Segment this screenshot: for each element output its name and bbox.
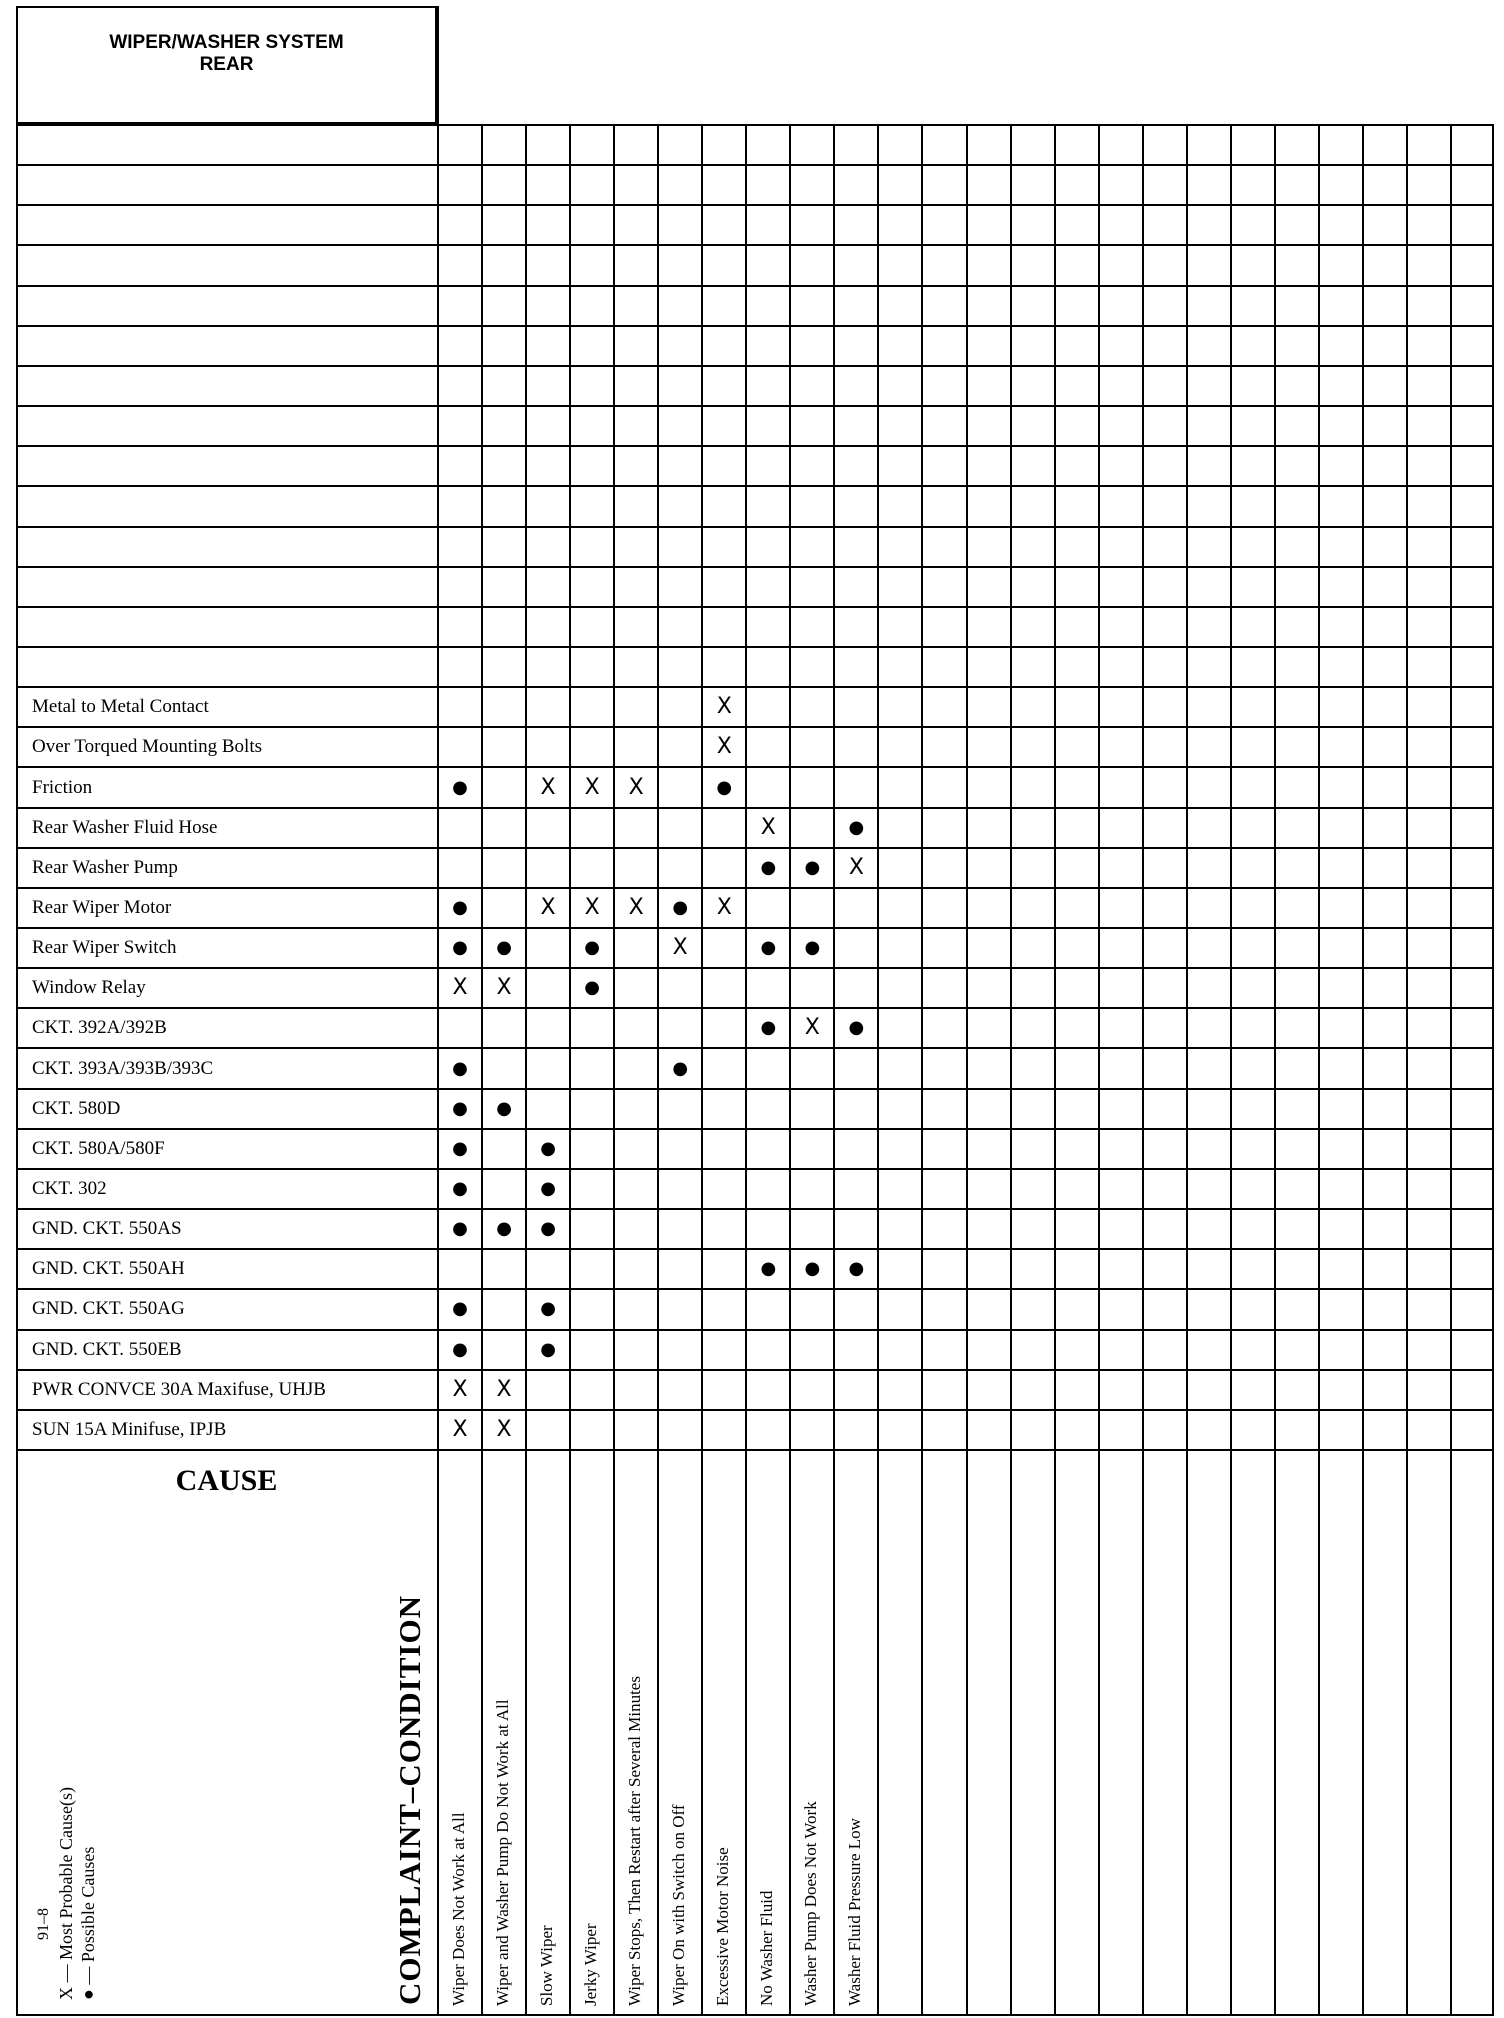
row-divider (16, 1409, 1494, 1411)
row-divider (16, 1449, 1494, 1451)
row-divider (16, 204, 1494, 206)
most-probable-mark: X (452, 975, 468, 1001)
cause-label: CKT. 580D (32, 1097, 121, 1119)
row-divider (16, 244, 1494, 246)
possible-cause-mark: ● (672, 1057, 689, 1079)
most-probable-mark: X (452, 1376, 468, 1402)
row-divider (16, 887, 1494, 889)
column-divider (1362, 124, 1364, 2016)
most-probable-mark: X (496, 1416, 512, 1442)
cause-label: Metal to Metal Contact (32, 696, 209, 718)
possible-cause-mark: ● (540, 1218, 556, 1240)
complaint-label: Excessive Motor Noise (713, 1847, 733, 2006)
column-divider (1186, 124, 1188, 2016)
column-divider (1098, 124, 1100, 2016)
most-probable-mark: X (672, 935, 688, 961)
complaint-label: Slow Wiper (537, 1925, 557, 2006)
possible-cause-mark: ● (760, 856, 777, 878)
possible-cause-mark: ● (452, 1338, 468, 1360)
possible-cause-mark: ● (496, 937, 512, 959)
column-divider (1406, 124, 1408, 2016)
cause-label: Rear Washer Pump (32, 856, 178, 878)
possible-cause-mark: ● (452, 1097, 468, 1119)
cause-label: CKT. 302 (32, 1178, 107, 1199)
cause-label: CKT. 392A/392B (32, 1017, 167, 1039)
cause-label: GND. CKT. 550AH (32, 1258, 185, 1280)
most-probable-mark: X (716, 734, 732, 760)
possible-cause-mark: ● (540, 1178, 556, 1199)
row-divider (16, 1208, 1494, 1210)
cause-label: CKT. 580A/580F (32, 1137, 165, 1159)
possible-cause-mark: ● (848, 816, 865, 838)
most-probable-mark: X (496, 975, 512, 1001)
row-divider (16, 1128, 1494, 1130)
column-divider (745, 124, 747, 2016)
most-probable-mark: X (540, 894, 556, 920)
column-divider (789, 124, 791, 2016)
complaint-label: Washer Fluid Pressure Low (845, 1818, 865, 2006)
possible-cause-mark: ● (452, 1057, 468, 1079)
column-divider (1054, 124, 1056, 2016)
row-divider (16, 606, 1494, 608)
row-divider (16, 646, 1494, 648)
possible-cause-mark: ● (804, 856, 821, 878)
most-probable-mark: X (760, 814, 776, 840)
row-divider (16, 1007, 1494, 1009)
complaint-label: Wiper On with Switch on Off (669, 1804, 689, 2006)
cause-label: GND. CKT. 550AS (32, 1218, 182, 1240)
possible-cause-mark: ● (848, 1258, 865, 1280)
most-probable-mark: X (848, 854, 864, 880)
cause-label: Friction (32, 776, 93, 798)
complaint-label: Wiper Does Not Work at All (449, 1812, 469, 2006)
complaint-label: Wiper Stops, Then Restart after Several Minutes (625, 1676, 645, 2006)
row-divider (16, 686, 1494, 688)
most-probable-mark: X (496, 1376, 512, 1402)
row-divider (16, 285, 1494, 287)
possible-cause-mark: ● (540, 1137, 556, 1159)
row-divider (16, 1088, 1494, 1090)
most-probable-mark: X (584, 774, 600, 800)
possible-cause-mark: ● (452, 1218, 468, 1240)
column-divider (613, 124, 615, 2016)
possible-cause-mark: ● (760, 1017, 777, 1039)
complaint-label: Wiper and Washer Pump Do Not Work at All (493, 1699, 513, 2006)
possible-cause-mark: ● (760, 937, 777, 959)
possible-cause-mark: ● (496, 1097, 512, 1119)
row-divider (16, 485, 1494, 487)
most-probable-mark: X (452, 1416, 468, 1442)
row-divider (16, 405, 1494, 407)
row-divider (16, 766, 1494, 768)
row-divider (16, 807, 1494, 809)
row-divider (16, 526, 1494, 528)
possible-cause-mark: ● (672, 896, 689, 918)
row-divider (16, 325, 1494, 327)
possible-cause-mark: ● (540, 1298, 556, 1320)
most-probable-mark: X (716, 694, 732, 720)
row-divider (16, 566, 1494, 568)
cause-label: SUN 15A Minifuse, IPJB (32, 1418, 227, 1440)
possible-cause-mark: ● (452, 896, 468, 918)
column-divider (1450, 124, 1452, 2016)
complaint-condition-heading: COMPLAINT–CONDITION (392, 1595, 427, 2005)
possible-cause-mark: ● (716, 776, 733, 798)
legend-x: X — Most Probable Cause(s) (56, 1787, 76, 2000)
column-divider (877, 124, 879, 2016)
most-probable-mark: X (804, 1015, 820, 1041)
possible-cause-mark: ● (848, 1017, 865, 1039)
column-divider (525, 124, 527, 2016)
column-divider (1274, 124, 1276, 2016)
row-divider (16, 1288, 1494, 1290)
complaint-label: Jerky Wiper (581, 1923, 601, 2006)
cause-label: CKT. 393A/393B/393C (32, 1057, 214, 1079)
row-divider (16, 164, 1494, 166)
most-probable-mark: X (628, 894, 644, 920)
possible-cause-mark: ● (452, 776, 468, 798)
title-line-1: WIPER/WASHER SYSTEM (109, 32, 344, 53)
possible-cause-mark: ● (452, 1178, 468, 1199)
column-divider (701, 124, 703, 2016)
row-divider (16, 847, 1494, 849)
column-divider (657, 124, 659, 2016)
column-divider (481, 124, 483, 2016)
possible-cause-mark: ● (804, 937, 821, 959)
label-column-divider (437, 6, 439, 2016)
column-divider (921, 124, 923, 2016)
possible-cause-mark: ● (452, 1137, 468, 1159)
possible-cause-mark: ● (452, 1298, 468, 1320)
cause-label: Window Relay (32, 977, 146, 999)
row-divider (16, 1047, 1494, 1049)
row-divider (16, 445, 1494, 447)
cause-label: Rear Washer Fluid Hose (32, 816, 218, 838)
column-divider (1318, 124, 1320, 2016)
possible-cause-mark: ● (496, 1218, 512, 1240)
most-probable-mark: X (716, 894, 732, 920)
cause-label: Rear Wiper Motor (32, 896, 172, 918)
column-divider (1142, 124, 1144, 2016)
column-divider (833, 124, 835, 2016)
cause-label: GND. CKT. 550AG (32, 1298, 185, 1320)
row-divider (16, 1329, 1494, 1331)
cause-label: Rear Wiper Switch (32, 937, 177, 959)
row-divider (16, 1369, 1494, 1371)
possible-cause-mark: ● (760, 1258, 777, 1280)
possible-cause-mark: ● (584, 977, 600, 999)
most-probable-mark: X (628, 774, 644, 800)
most-probable-mark: X (540, 774, 556, 800)
complaint-label: No Washer Fluid (757, 1890, 777, 2006)
column-divider (966, 124, 968, 2016)
most-probable-mark: X (584, 894, 600, 920)
column-divider (569, 124, 571, 2016)
legend-dot: ● — Possible Causes (78, 1846, 98, 2000)
complaint-label: Washer Pump Does Not Work (801, 1801, 821, 2006)
row-divider (16, 967, 1494, 969)
cause-label: PWR CONVCE 30A Maxifuse, UHJB (32, 1378, 326, 1400)
row-divider (16, 927, 1494, 929)
row-divider (16, 365, 1494, 367)
possible-cause-mark: ● (452, 937, 468, 959)
row-divider (16, 124, 1494, 126)
title-line-2: REAR (199, 54, 254, 75)
row-divider (16, 1168, 1494, 1170)
possible-cause-mark: ● (540, 1338, 556, 1360)
row-divider (16, 1248, 1494, 1250)
cause-heading: CAUSE (175, 1464, 278, 1497)
bottom-border (16, 2014, 1494, 2016)
column-divider (1492, 124, 1494, 2016)
possible-cause-mark: ● (804, 1258, 821, 1280)
left-border (16, 124, 18, 2016)
row-divider (16, 726, 1494, 728)
possible-cause-mark: ● (584, 937, 600, 959)
column-divider (1010, 124, 1012, 2016)
figure-id: 91–8 (35, 1908, 52, 1940)
cause-label: Over Torqued Mounting Bolts (32, 736, 263, 758)
column-divider (1230, 124, 1232, 2016)
cause-label: GND. CKT. 550EB (32, 1338, 182, 1360)
